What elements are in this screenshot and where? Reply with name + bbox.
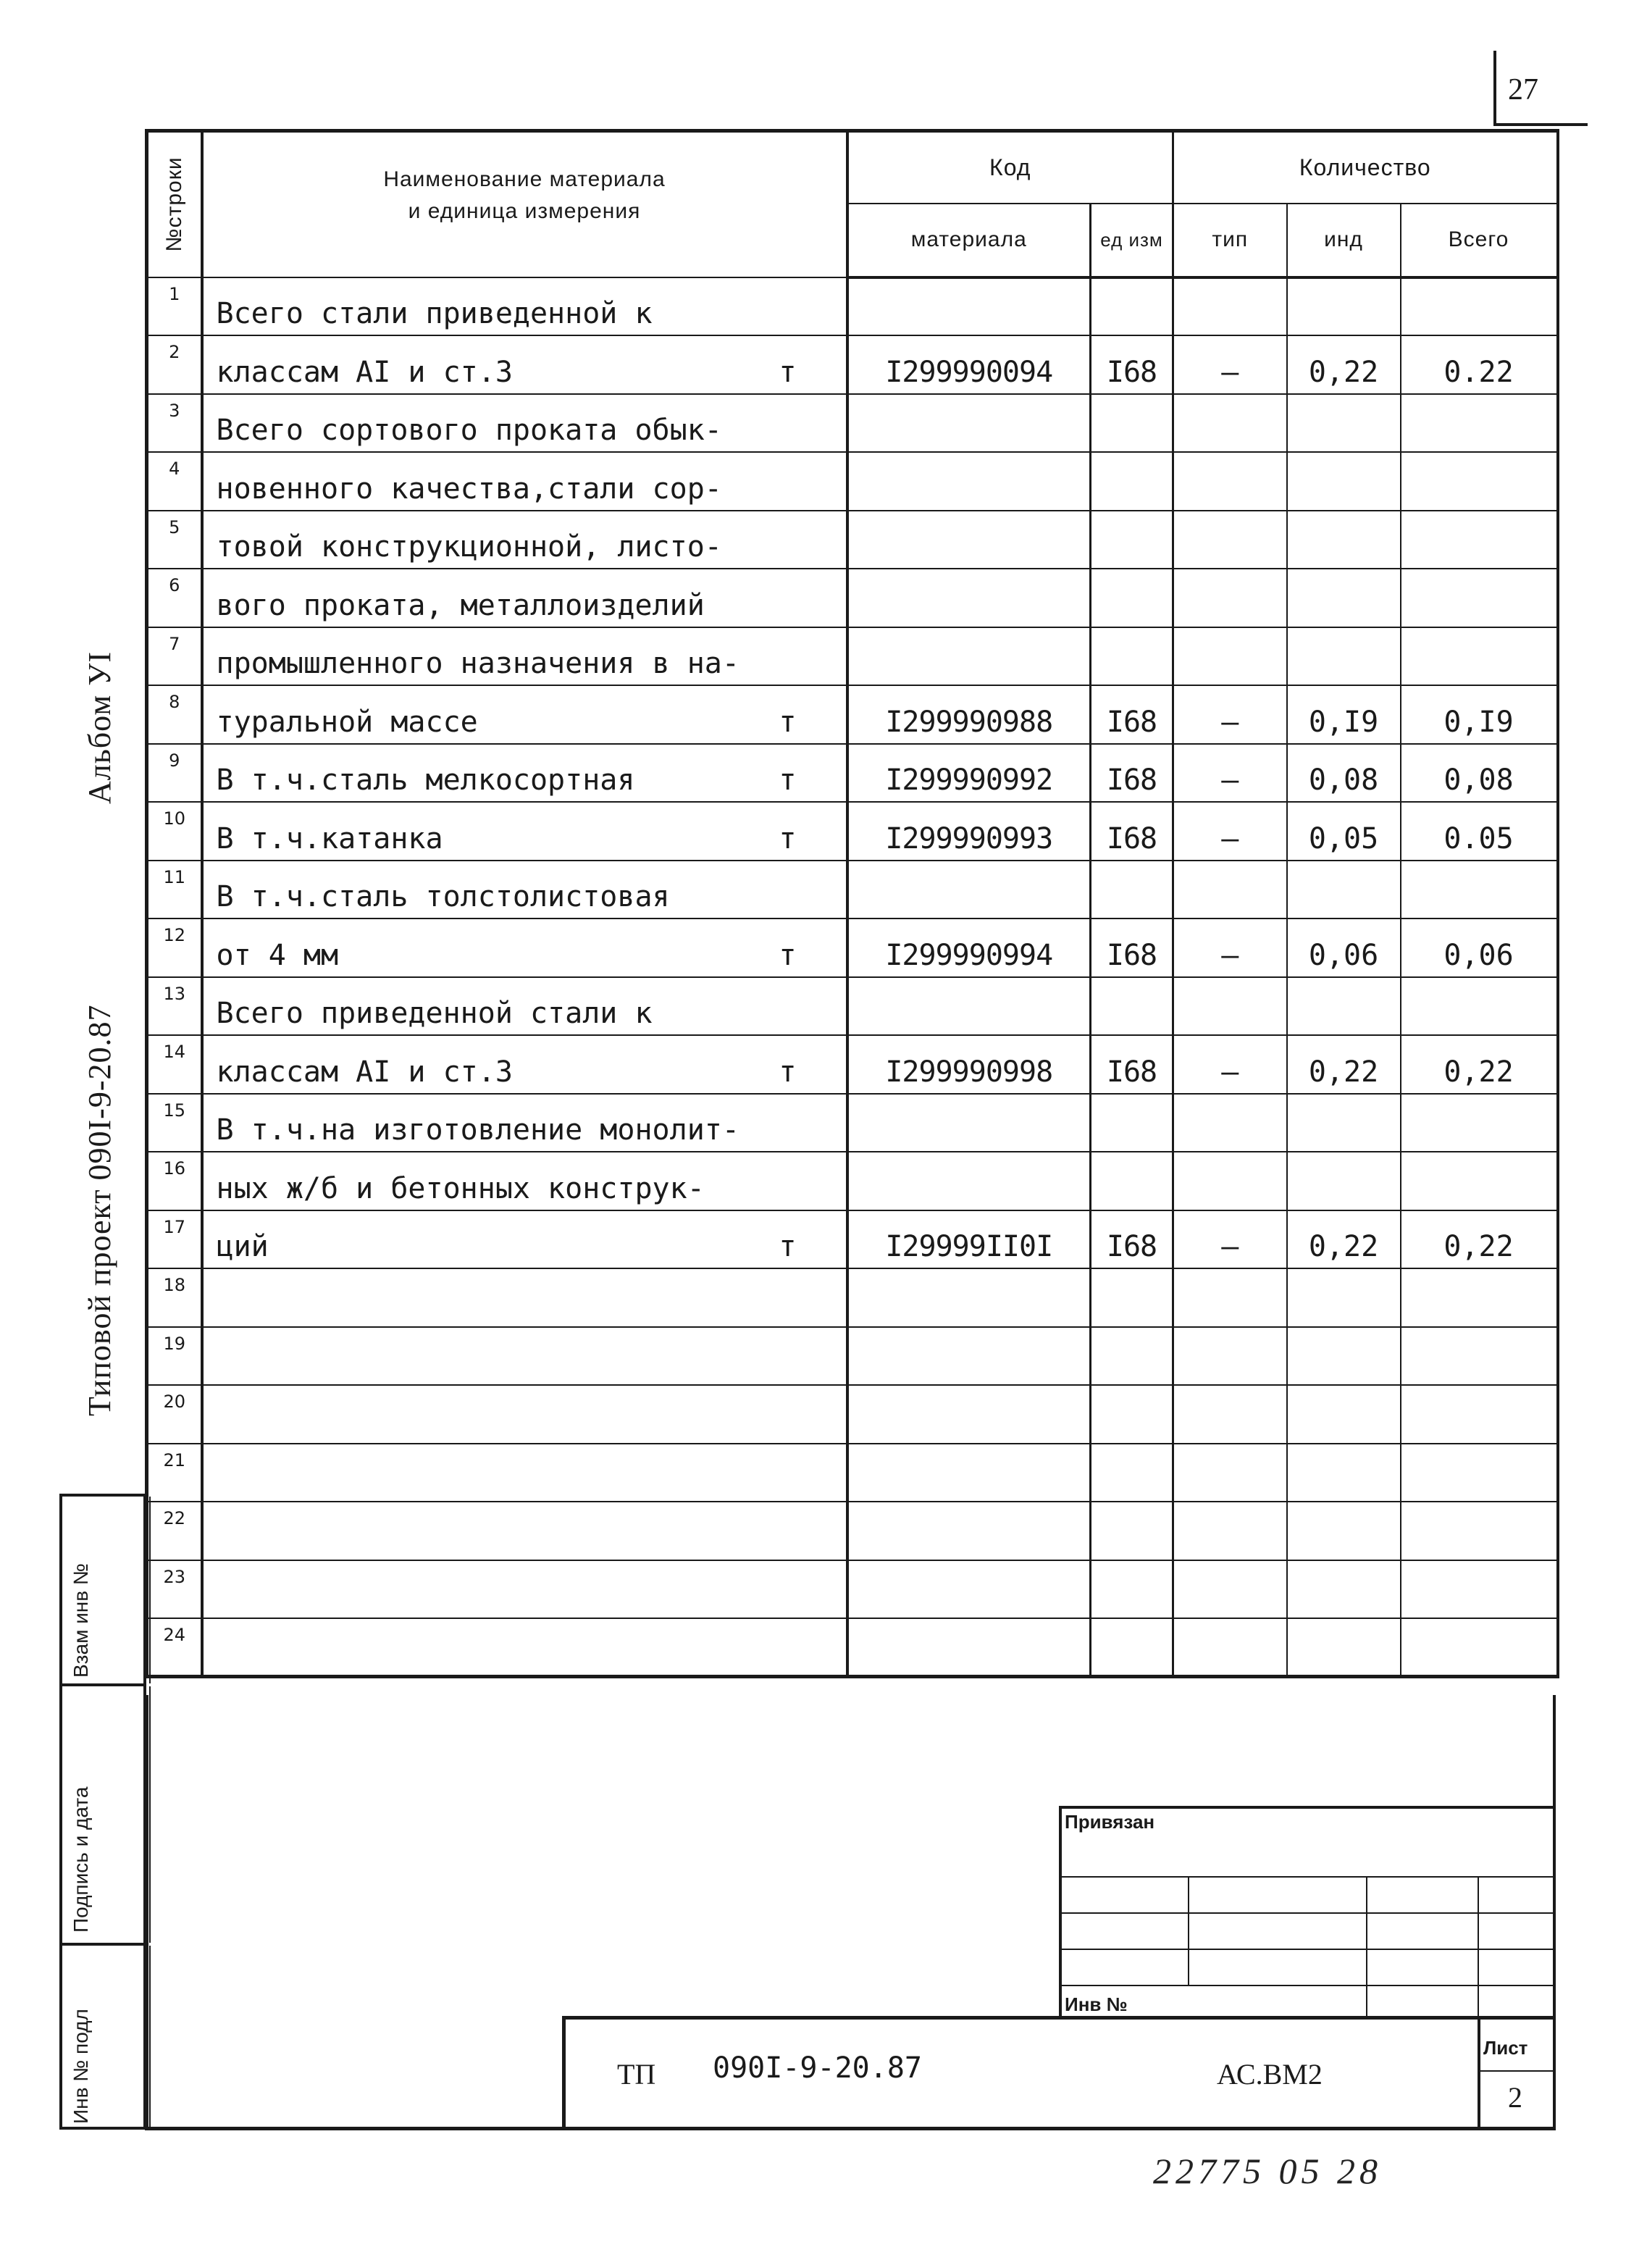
row-qty-total bbox=[1401, 452, 1558, 511]
row-number: 4 bbox=[147, 452, 202, 511]
header-name: Наименование материала и единица измерения bbox=[202, 131, 847, 277]
row-unit-code: I68 bbox=[1091, 744, 1173, 803]
title-block-line bbox=[1478, 2070, 1554, 2072]
row-qty-ind: 0,05 bbox=[1287, 802, 1401, 861]
row-number: 10 bbox=[147, 802, 202, 861]
row-name: Всего приведенной стали к bbox=[202, 977, 847, 1036]
row-number: 5 bbox=[147, 511, 202, 569]
binding-line bbox=[1059, 1912, 1554, 1914]
row-qty-type bbox=[1173, 1385, 1287, 1444]
row-qty-total bbox=[1401, 1502, 1558, 1560]
row-qty-total bbox=[1401, 861, 1558, 919]
table-row bbox=[147, 394, 1558, 453]
row-name: туральной массе т bbox=[202, 685, 847, 744]
table-row bbox=[147, 1210, 1558, 1269]
row-unit-code: I68 bbox=[1091, 919, 1173, 977]
row-unit: т bbox=[779, 1230, 797, 1263]
row-qty-ind bbox=[1287, 511, 1401, 569]
row-unit-code: I68 bbox=[1091, 335, 1173, 394]
row-name: В т.ч.на изготовление монолит- bbox=[202, 1094, 847, 1152]
table-row bbox=[147, 744, 1558, 803]
row-material-code: I299990094 bbox=[847, 335, 1091, 394]
row-qty-ind: 0,22 bbox=[1287, 1210, 1401, 1269]
row-material-code bbox=[847, 277, 1091, 336]
row-unit-code bbox=[1091, 1618, 1173, 1677]
row-qty-type bbox=[1173, 1618, 1287, 1677]
row-name bbox=[202, 1268, 847, 1327]
table-row bbox=[147, 569, 1558, 627]
row-qty-ind bbox=[1287, 1268, 1401, 1327]
row-qty-type bbox=[1173, 277, 1287, 336]
row-material-code bbox=[847, 977, 1091, 1036]
stamp-inv-podl: Инв № подл bbox=[59, 1943, 146, 2130]
title-block-prefix: ТП bbox=[617, 2058, 656, 2091]
row-number: 11 bbox=[147, 861, 202, 919]
row-qty-type bbox=[1173, 1268, 1287, 1327]
row-qty-total bbox=[1401, 569, 1558, 627]
row-unit-code bbox=[1091, 394, 1173, 453]
row-qty-ind bbox=[1287, 569, 1401, 627]
binding-line bbox=[1059, 1985, 1554, 1986]
row-qty-ind: 0,08 bbox=[1287, 744, 1401, 803]
row-qty-total bbox=[1401, 277, 1558, 336]
row-qty-ind bbox=[1287, 1385, 1401, 1444]
row-unit-code bbox=[1091, 1094, 1173, 1152]
table-row bbox=[147, 1268, 1558, 1327]
row-number: 16 bbox=[147, 1152, 202, 1210]
row-qty-total bbox=[1401, 1327, 1558, 1386]
row-unit: т bbox=[779, 705, 797, 739]
row-number: 21 bbox=[147, 1444, 202, 1502]
page-corner-line bbox=[1493, 51, 1496, 123]
row-unit-code bbox=[1091, 1444, 1173, 1502]
row-qty-type: – bbox=[1173, 802, 1287, 861]
row-unit: т bbox=[779, 355, 797, 389]
row-unit-code bbox=[1091, 569, 1173, 627]
page-corner-line bbox=[1493, 123, 1588, 126]
row-qty-ind bbox=[1287, 861, 1401, 919]
binding-inv: Инв № bbox=[1065, 1993, 1128, 2015]
row-qty-type bbox=[1173, 1444, 1287, 1502]
row-qty-ind bbox=[1287, 1444, 1401, 1502]
row-qty-ind bbox=[1287, 1094, 1401, 1152]
row-qty-total: 0,I9 bbox=[1401, 685, 1558, 744]
row-material-code: I299990988 bbox=[847, 685, 1091, 744]
row-number: 7 bbox=[147, 627, 202, 686]
row-qty-total: 0,22 bbox=[1401, 1210, 1558, 1269]
row-name: ций т bbox=[202, 1210, 847, 1269]
row-material-code: I299990998 bbox=[847, 1035, 1091, 1094]
row-qty-type bbox=[1173, 511, 1287, 569]
row-unit-code: I68 bbox=[1091, 802, 1173, 861]
header-row-no: №строки bbox=[147, 131, 202, 277]
table-row bbox=[147, 802, 1558, 861]
row-qty-type: – bbox=[1173, 1035, 1287, 1094]
row-qty-total bbox=[1401, 1268, 1558, 1327]
row-name: товой конструкционной, листо- bbox=[202, 511, 847, 569]
row-material-code: I299990994 bbox=[847, 919, 1091, 977]
frame-line bbox=[145, 2127, 1556, 2130]
row-name bbox=[202, 1618, 847, 1677]
stamp-podpis-data: Подпись и дата bbox=[59, 1683, 146, 1946]
row-material-code bbox=[847, 569, 1091, 627]
row-qty-total bbox=[1401, 511, 1558, 569]
row-qty-type bbox=[1173, 1094, 1287, 1152]
row-qty-ind bbox=[1287, 1152, 1401, 1210]
row-material-code bbox=[847, 1618, 1091, 1677]
row-unit-code: I68 bbox=[1091, 685, 1173, 744]
binding-line bbox=[1059, 1949, 1554, 1950]
row-name: промышленного назначения в на- bbox=[202, 627, 847, 686]
row-name: В т.ч.сталь толстолистовая bbox=[202, 861, 847, 919]
row-qty-ind: 0,06 bbox=[1287, 919, 1401, 977]
row-qty-total bbox=[1401, 1094, 1558, 1152]
row-qty-total: 0.05 bbox=[1401, 802, 1558, 861]
row-qty-ind bbox=[1287, 394, 1401, 453]
row-material-code bbox=[847, 1268, 1091, 1327]
row-qty-total bbox=[1401, 394, 1558, 453]
row-material-code bbox=[847, 394, 1091, 453]
row-material-code bbox=[847, 1327, 1091, 1386]
table-row bbox=[147, 1618, 1558, 1677]
sheet-number: 2 bbox=[1508, 2081, 1522, 2114]
row-qty-total: 0,08 bbox=[1401, 744, 1558, 803]
row-number: 15 bbox=[147, 1094, 202, 1152]
row-unit: т bbox=[779, 938, 797, 972]
row-qty-ind bbox=[1287, 1327, 1401, 1386]
row-material-code bbox=[847, 1502, 1091, 1560]
row-qty-total bbox=[1401, 977, 1558, 1036]
sheet-label: Лист bbox=[1483, 2037, 1528, 2059]
row-name: вого проката, металлоизделий bbox=[202, 569, 847, 627]
row-number: 17 bbox=[147, 1210, 202, 1269]
table-row bbox=[147, 1385, 1558, 1444]
table-row bbox=[147, 335, 1558, 394]
row-name: Всего сортового проката обык- bbox=[202, 394, 847, 453]
header-code-unit: ед изм bbox=[1091, 204, 1173, 277]
row-number: 14 bbox=[147, 1035, 202, 1094]
row-name: от 4 мм т bbox=[202, 919, 847, 977]
row-number: 9 bbox=[147, 744, 202, 803]
row-material-code bbox=[847, 1444, 1091, 1502]
table-row bbox=[147, 1327, 1558, 1386]
row-material-code: I299990992 bbox=[847, 744, 1091, 803]
header-qty-ind: инд bbox=[1287, 204, 1401, 277]
row-qty-type bbox=[1173, 394, 1287, 453]
row-name: В т.ч.сталь мелкосортная т bbox=[202, 744, 847, 803]
row-material-code bbox=[847, 627, 1091, 686]
row-unit-code bbox=[1091, 1385, 1173, 1444]
row-unit: т bbox=[779, 1055, 797, 1089]
table-row bbox=[147, 685, 1558, 744]
row-qty-type bbox=[1173, 627, 1287, 686]
row-name bbox=[202, 1560, 847, 1619]
title-block-line bbox=[1478, 2016, 1480, 2129]
row-qty-total bbox=[1401, 1444, 1558, 1502]
row-qty-type bbox=[1173, 1502, 1287, 1560]
table-row bbox=[147, 1035, 1558, 1094]
row-qty-ind bbox=[1287, 1618, 1401, 1677]
row-qty-type bbox=[1173, 861, 1287, 919]
row-unit-code: I68 bbox=[1091, 1210, 1173, 1269]
row-name: Всего стали приведенной к bbox=[202, 277, 847, 336]
header-qty-total: Всего bbox=[1401, 204, 1558, 277]
row-qty-type bbox=[1173, 977, 1287, 1036]
row-qty-ind bbox=[1287, 1560, 1401, 1619]
row-qty-total bbox=[1401, 1618, 1558, 1677]
row-unit: т bbox=[779, 763, 797, 797]
row-qty-ind bbox=[1287, 977, 1401, 1036]
row-number: 23 bbox=[147, 1560, 202, 1619]
table-row bbox=[147, 511, 1558, 569]
row-qty-type: – bbox=[1173, 685, 1287, 744]
table-row bbox=[147, 1560, 1558, 1619]
row-material-code bbox=[847, 511, 1091, 569]
row-qty-total bbox=[1401, 1560, 1558, 1619]
table-row bbox=[147, 277, 1558, 336]
row-unit-code bbox=[1091, 1268, 1173, 1327]
row-number: 12 bbox=[147, 919, 202, 977]
row-qty-total: 0.22 bbox=[1401, 335, 1558, 394]
table-row bbox=[147, 1152, 1558, 1210]
binding-line bbox=[1059, 1876, 1554, 1878]
row-number: 22 bbox=[147, 1502, 202, 1560]
row-qty-ind: 0,I9 bbox=[1287, 685, 1401, 744]
row-number: 18 bbox=[147, 1268, 202, 1327]
binding-title: Привязан bbox=[1065, 1811, 1155, 1833]
row-qty-type bbox=[1173, 1152, 1287, 1210]
row-qty-ind: 0,22 bbox=[1287, 335, 1401, 394]
row-number: 2 bbox=[147, 335, 202, 394]
table-row bbox=[147, 861, 1558, 919]
row-unit-code bbox=[1091, 861, 1173, 919]
side-album-label: Альбом УI bbox=[82, 651, 117, 804]
row-number: 19 bbox=[147, 1327, 202, 1386]
page-number: 27 bbox=[1508, 73, 1538, 106]
materials-table bbox=[145, 129, 1559, 1678]
row-qty-ind bbox=[1287, 1502, 1401, 1560]
table-row bbox=[147, 1444, 1558, 1502]
row-name: классам АI и ст.3 т bbox=[202, 335, 847, 394]
side-project-label: Типовой проект 090I-9-20.87 bbox=[82, 1004, 117, 1416]
row-name bbox=[202, 1444, 847, 1502]
table-row bbox=[147, 627, 1558, 686]
table-row bbox=[147, 1502, 1558, 1560]
table-row bbox=[147, 1094, 1558, 1152]
footer-number: 22775 05 28 bbox=[1153, 2151, 1382, 2191]
binding-col bbox=[1366, 1876, 1367, 2017]
row-unit-code bbox=[1091, 1327, 1173, 1386]
row-name bbox=[202, 1327, 847, 1386]
row-unit-code bbox=[1091, 452, 1173, 511]
row-name bbox=[202, 1502, 847, 1560]
row-number: 13 bbox=[147, 977, 202, 1036]
title-block-code: 090I-9-20.87 bbox=[713, 2051, 922, 2085]
row-unit-code bbox=[1091, 977, 1173, 1036]
row-qty-ind bbox=[1287, 452, 1401, 511]
table-row bbox=[147, 919, 1558, 977]
header-code: Код bbox=[847, 131, 1173, 204]
row-qty-total bbox=[1401, 627, 1558, 686]
row-material-code bbox=[847, 1094, 1091, 1152]
header-code-material: материала bbox=[847, 204, 1091, 277]
table-row bbox=[147, 452, 1558, 511]
row-qty-type: – bbox=[1173, 1210, 1287, 1269]
row-qty-type: – bbox=[1173, 744, 1287, 803]
row-material-code bbox=[847, 1152, 1091, 1210]
row-unit: т bbox=[779, 821, 797, 855]
row-number: 6 bbox=[147, 569, 202, 627]
row-qty-ind bbox=[1287, 627, 1401, 686]
row-qty-total bbox=[1401, 1385, 1558, 1444]
row-name: новенного качества,стали сор- bbox=[202, 452, 847, 511]
row-material-code bbox=[847, 1385, 1091, 1444]
row-unit-code bbox=[1091, 1560, 1173, 1619]
title-block-doc: АС.ВМ2 bbox=[1217, 2058, 1323, 2091]
row-qty-total: 0,22 bbox=[1401, 1035, 1558, 1094]
row-number: 20 bbox=[147, 1385, 202, 1444]
row-unit-code bbox=[1091, 1502, 1173, 1560]
row-qty-ind bbox=[1287, 277, 1401, 336]
row-name: классам АI и ст.3 т bbox=[202, 1035, 847, 1094]
row-qty-type bbox=[1173, 569, 1287, 627]
row-unit-code bbox=[1091, 627, 1173, 686]
row-material-code bbox=[847, 452, 1091, 511]
row-qty-type bbox=[1173, 1560, 1287, 1619]
row-name: ных ж/б и бетонных конструк- bbox=[202, 1152, 847, 1210]
row-unit-code bbox=[1091, 277, 1173, 336]
stamp-vzam-inv: Взам инв № bbox=[59, 1494, 146, 1686]
row-qty-type: – bbox=[1173, 919, 1287, 977]
row-material-code bbox=[847, 1560, 1091, 1619]
header-quantity: Количество bbox=[1173, 131, 1558, 204]
row-qty-type bbox=[1173, 452, 1287, 511]
title-block-line bbox=[562, 2016, 566, 2129]
header-qty-type: тип bbox=[1173, 204, 1287, 277]
row-number: 24 bbox=[147, 1618, 202, 1677]
row-material-code bbox=[847, 861, 1091, 919]
row-unit-code bbox=[1091, 511, 1173, 569]
binding-col bbox=[1478, 1876, 1479, 2017]
row-material-code: I299990993 bbox=[847, 802, 1091, 861]
row-unit-code bbox=[1091, 1152, 1173, 1210]
row-qty-type bbox=[1173, 1327, 1287, 1386]
title-block-line bbox=[562, 2016, 1556, 2020]
row-unit-code: I68 bbox=[1091, 1035, 1173, 1094]
row-number: 8 bbox=[147, 685, 202, 744]
row-material-code: I29999II0I bbox=[847, 1210, 1091, 1269]
row-qty-total: 0,06 bbox=[1401, 919, 1558, 977]
row-name: В т.ч.катанка т bbox=[202, 802, 847, 861]
frame-line bbox=[145, 1695, 148, 2130]
binding-col bbox=[1188, 1876, 1189, 1985]
row-number: 1 bbox=[147, 277, 202, 336]
row-name bbox=[202, 1385, 847, 1444]
row-qty-total bbox=[1401, 1152, 1558, 1210]
row-number: 3 bbox=[147, 394, 202, 453]
row-qty-type: – bbox=[1173, 335, 1287, 394]
table-row bbox=[147, 977, 1558, 1036]
row-qty-ind: 0,22 bbox=[1287, 1035, 1401, 1094]
